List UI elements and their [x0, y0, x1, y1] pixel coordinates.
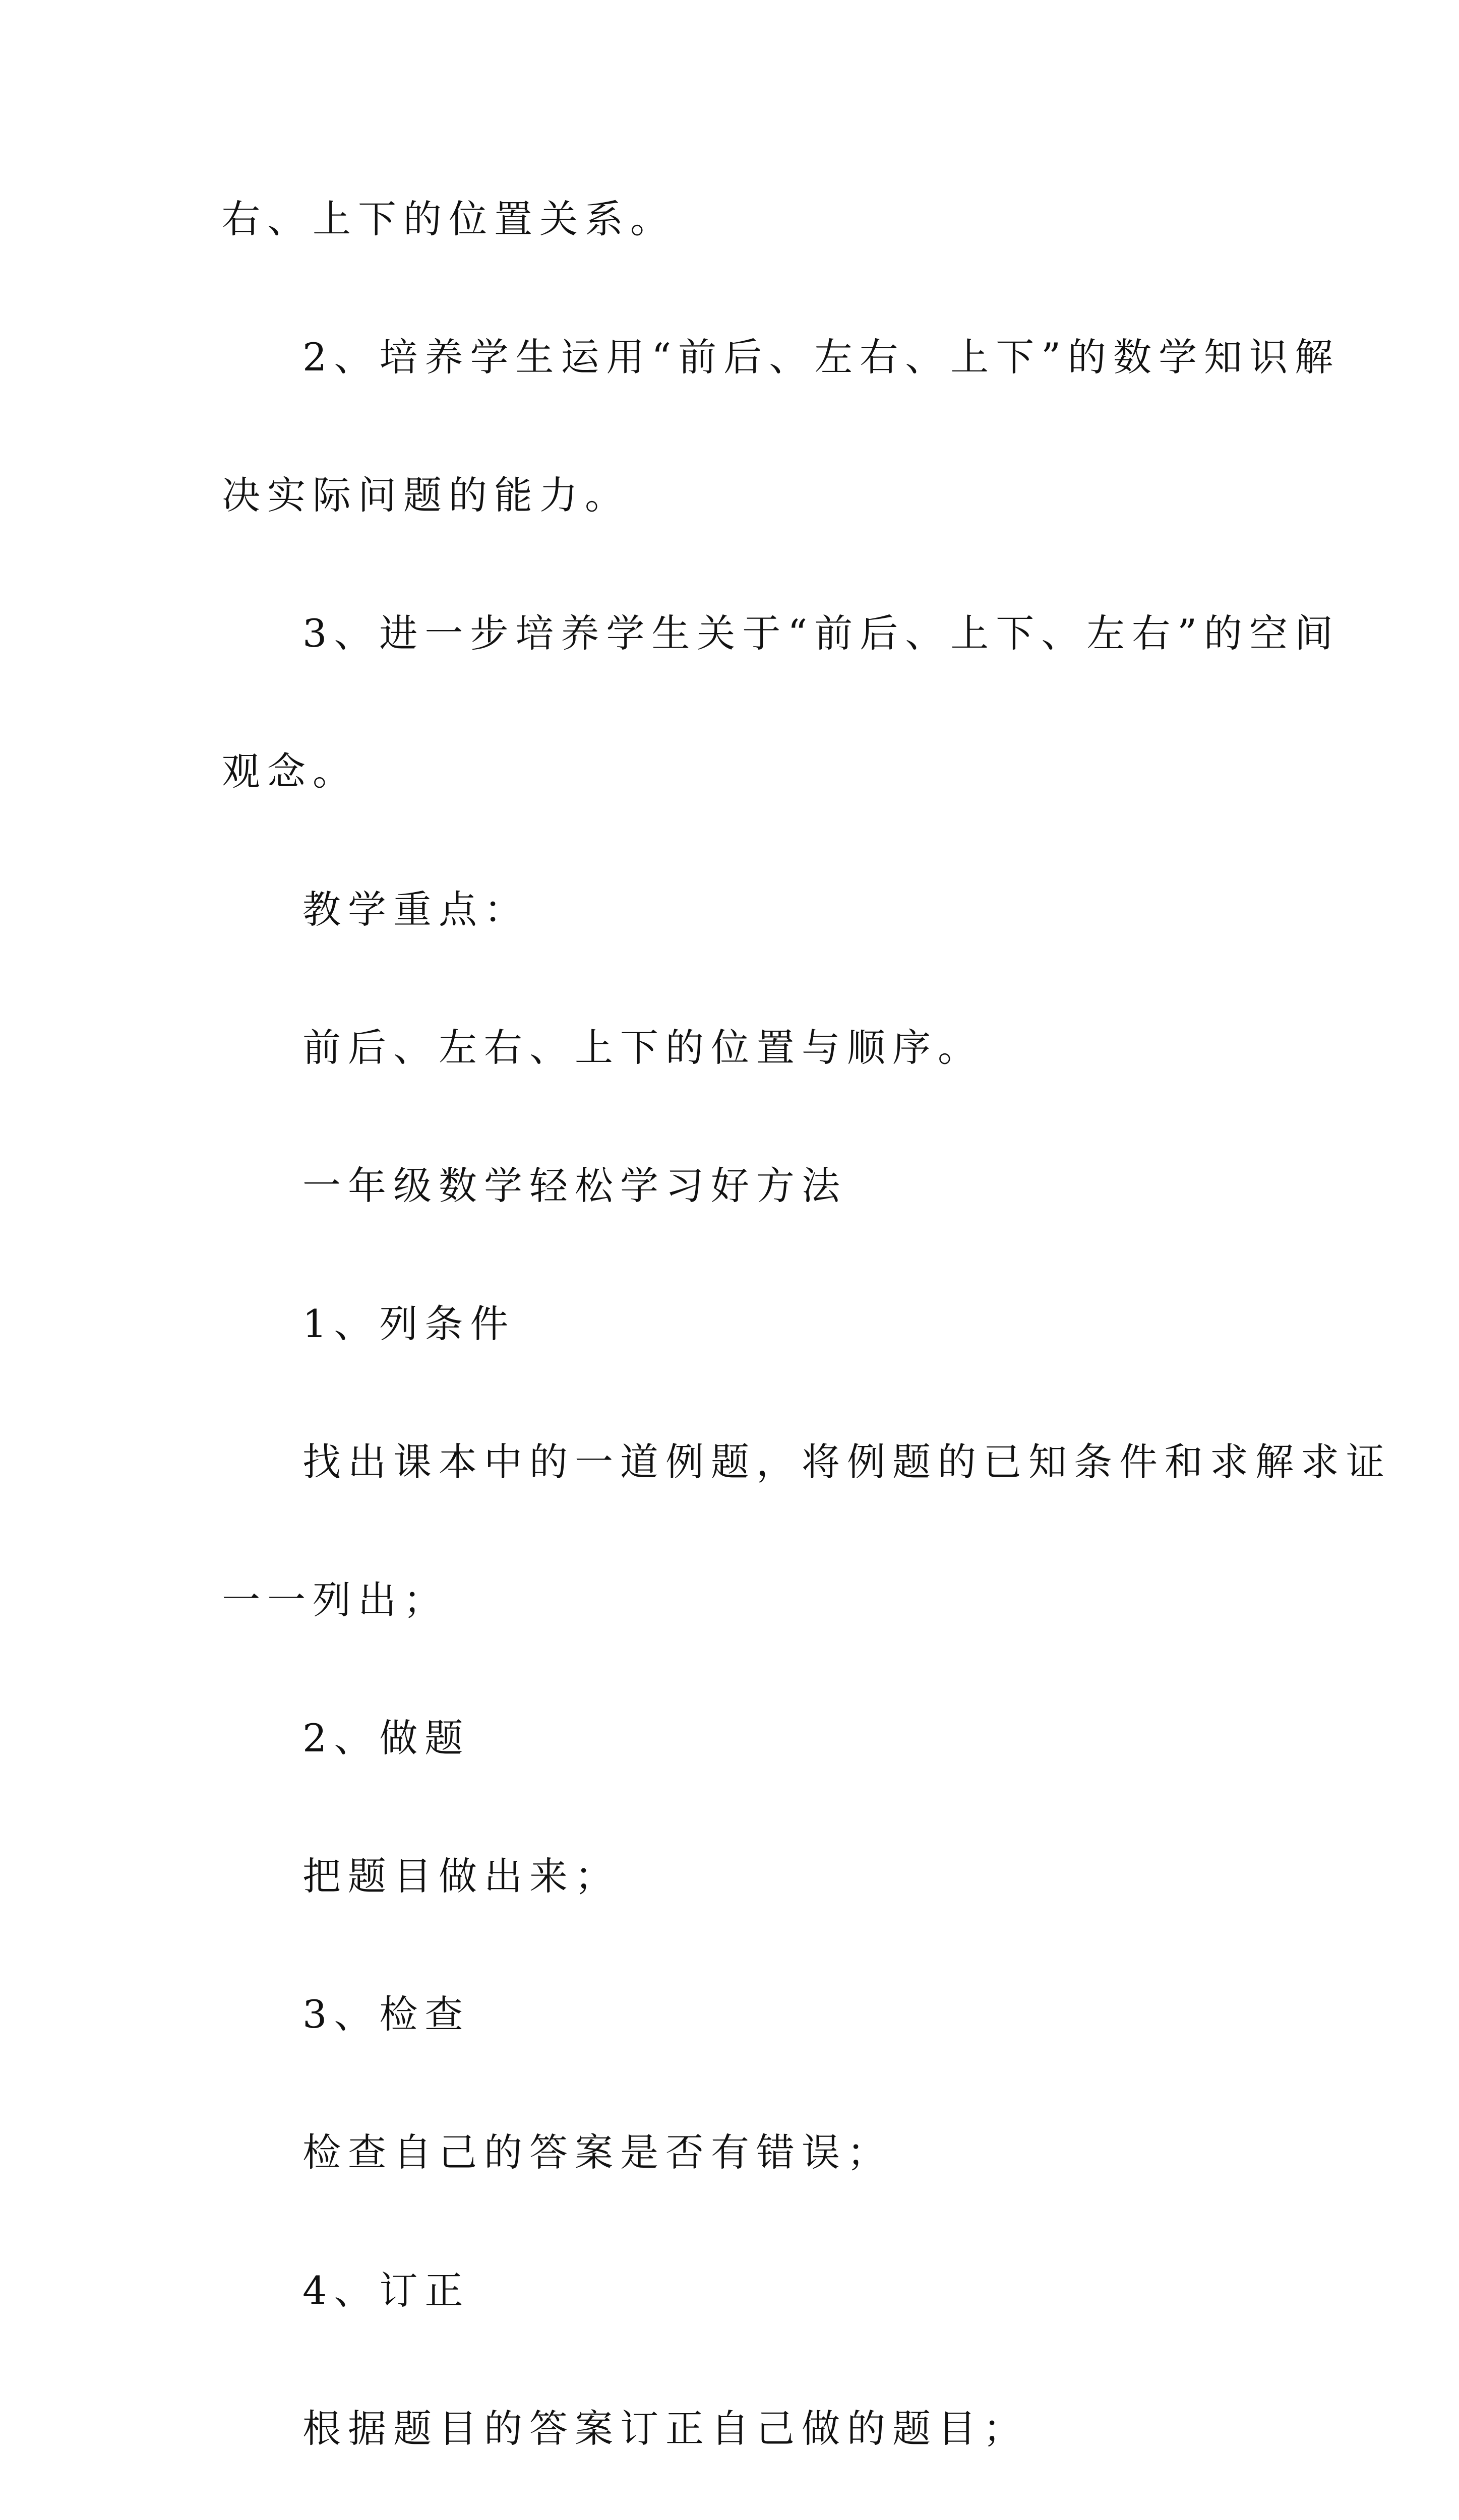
paragraph-line: 决实际问题的能力。	[222, 473, 630, 518]
section-heading: 教学重点：	[302, 887, 529, 932]
paragraph-line: 观念。	[222, 749, 358, 794]
paragraph-line: 检查自己的答案是否有错误；	[302, 2130, 892, 2175]
paragraph-line: 把题目做出来；	[302, 1854, 620, 1899]
step-heading: 4、订正	[302, 2268, 470, 2313]
paragraph-line: 3、进一步培养学生关于“前后、上下、左右”的空间	[302, 611, 1341, 656]
step-heading: 1、列条件	[302, 1301, 516, 1346]
paragraph-line: 根据题目的答案订正自己做的题目；	[302, 2406, 1028, 2451]
paragraph-line: 一一列出；	[222, 1578, 449, 1622]
section-heading: 一年级数学轻松学习好方法	[302, 1163, 847, 1208]
document-body	[222, 181, 1391, 2520]
paragraph-line: 找出课本中的一道例题，将例题的已知条件和求解求证	[302, 1439, 1391, 1484]
paragraph-line: 右、上下的位置关系。	[222, 197, 676, 241]
paragraph-line: 前后、左右、上下的位置与顺序。	[302, 1025, 983, 1070]
paragraph-line: 2、培养学生运用“前后、左右、上下”的数学知识解	[302, 335, 1341, 380]
step-heading: 2、做题	[302, 1716, 470, 1760]
step-heading: 3、检查	[302, 1992, 470, 2037]
